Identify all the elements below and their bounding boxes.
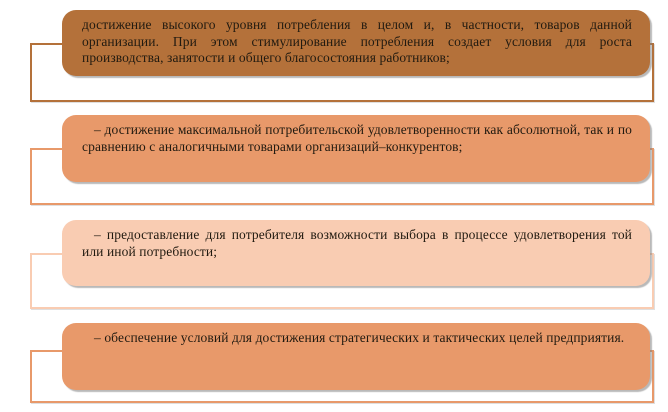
goal-text-4: – обеспечение условий для достижения стратегических и тактических целей предприятия. [94,330,625,345]
goal-text-3: – предоставление для потребителя возможности выбора в процессе удовлетворения той или иной потребности; [82,227,632,259]
goal-bracket-4 [30,350,654,403]
goal-bracket-2 [30,148,654,205]
goal-box-2 [62,115,650,182]
goal-bracket-1 [30,43,654,102]
goal-box-4 [62,323,650,390]
goal-text-2: – достижение максимальной потребительской удовлетворенности как абсолютной, так и по сравнению с аналогичными товарами организаций–конкурентов; [82,122,632,154]
goal-box-1 [62,10,650,76]
goal-bracket-3 [30,253,654,309]
goal-box-3 [62,220,650,286]
goal-text-1: достижение высокого уровня потребления в целом и, в частности, товаров данной организации. При этом стимулирование потребления создает условия для роста производства, занятости и общего благосостояния работников; [82,17,632,66]
